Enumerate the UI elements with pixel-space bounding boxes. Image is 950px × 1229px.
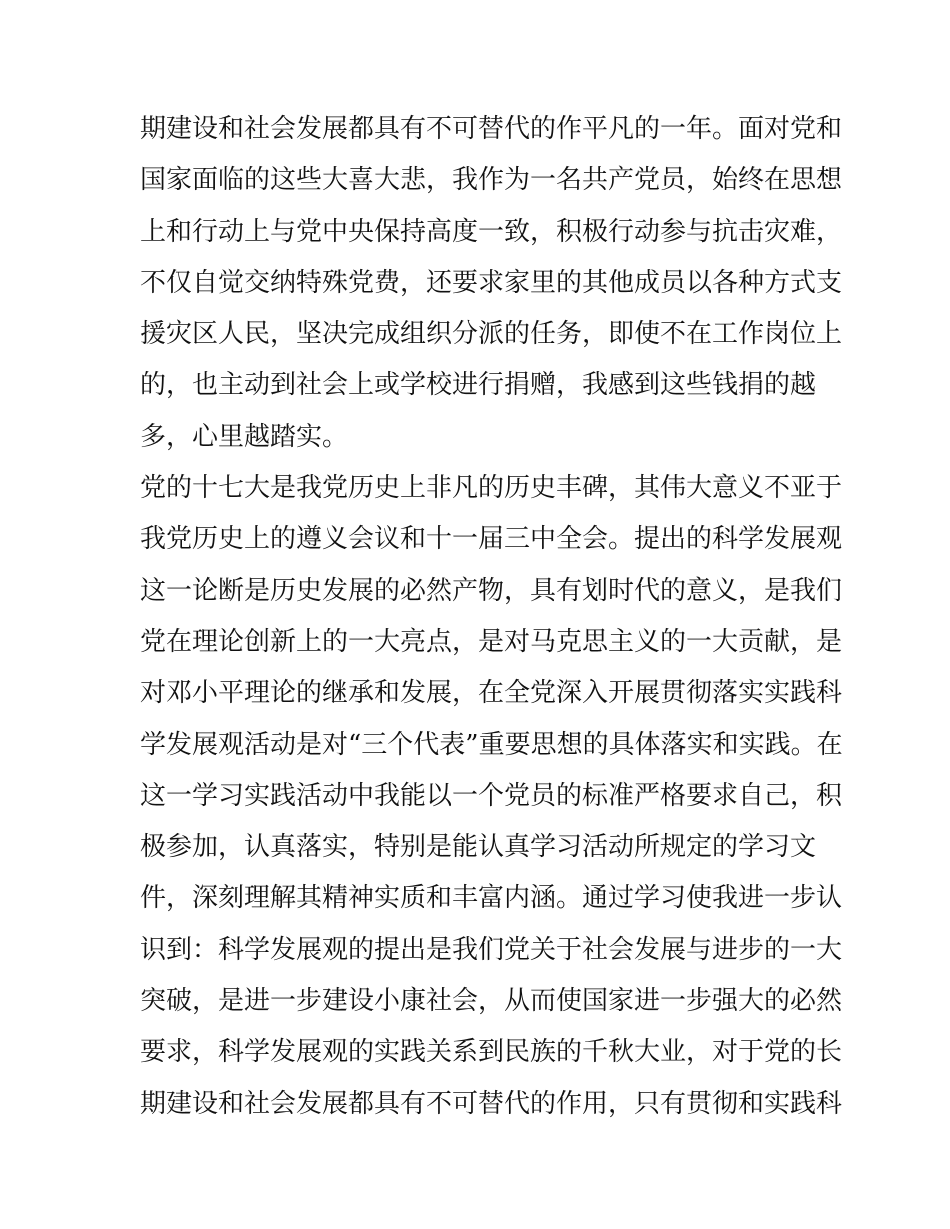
text-line: 我党历史上的遵义会议和十一届三中全会。提出的科学发展观 <box>140 524 843 555</box>
text-line: 这一论断是历史发展的必然产物，具有划时代的意义，是我们 <box>140 575 843 606</box>
text-line: 期建设和社会发展都具有不可替代的作平凡的一年。面对党和 <box>140 114 843 144</box>
text-line: 识到：科学发展观的提出是我们党关于社会发展与进步的一大 <box>140 934 843 965</box>
text-line: 上和行动上与党中央保持高度一致，积极行动参与抗击灾难， <box>140 216 843 247</box>
text-line: 不仅自觉交纳特殊党费，还要求家里的其他成员以各种方式支 <box>140 267 843 298</box>
body-text <box>140 104 843 1130</box>
text-line: 突破，是进一步建设小康社会，从而使国家进一步强大的必然 <box>140 986 843 1017</box>
text-line: 多，心里越踏实。 <box>140 421 349 452</box>
text-line: 党在理论创新上的一大亮点，是对马克思主义的一大贡献，是 <box>140 626 843 657</box>
text-line: 件，深刻理解其精神实质和丰富内涵。通过学习使我进一步认 <box>140 883 843 914</box>
text-line: 对邓小平理论的继承和发展，在全党深入开展贯彻落实实践科 <box>140 678 843 709</box>
text-line: 学发展观活动是对“三个代表”重要思想的具体落实和实践。在 <box>140 729 843 760</box>
text-line: 的，也主动到社会上或学校进行捐赠，我感到这些钱捐的越 <box>140 370 817 401</box>
text-line: 期建设和社会发展都具有不可替代的作用，只有贯彻和实践科 <box>140 1088 843 1119</box>
text-line: 极参加，认真落实，特别是能认真学习活动所规定的学习文 <box>140 832 817 863</box>
text-line: 援灾区人民，坚决完成组织分派的任务，即使不在工作岗位上 <box>140 319 843 350</box>
text-line: 党的十七大是我党历史上非凡的历史丰碑，其伟大意义不亚于 <box>140 473 843 504</box>
text-line: 要求，科学发展观的实践关系到民族的千秋大业，对于党的长 <box>140 1037 843 1068</box>
text-line: 国家面临的这些大喜大悲，我作为一名共产党员，始终在思想 <box>140 165 843 196</box>
text-line: 这一学习实践活动中我能以一个党员的标准严格要求自己，积 <box>140 780 843 811</box>
